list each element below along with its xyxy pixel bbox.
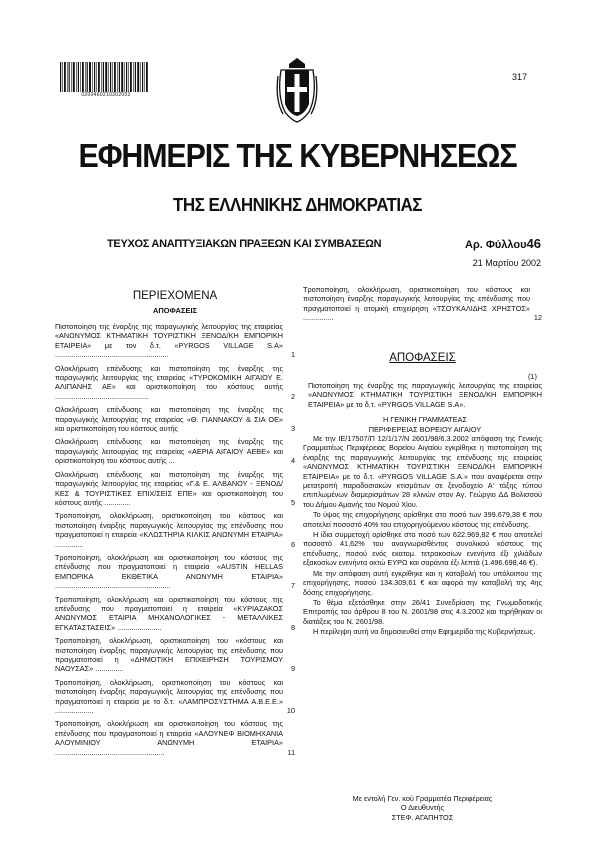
toc-item[interactable] — [55, 364, 295, 402]
signoff-line-3: ΣΤΕΦ. ΑΓΑΠΗΤΟΣ — [391, 812, 454, 822]
article-body — [303, 434, 542, 638]
toc-item-text: Ολοκλήρωση επένδυσης και πιστοποίηση της έναρξης της παραγωγικής λειτουργίας της εταιρείας «Θ. ΓΙΑΝΝΑΚΟΥ & ΣΙΑ ΟΕ» και οριστικοποίηση του κόστους αυτής — [55, 405, 283, 434]
article-number: (1) — [528, 372, 537, 381]
toc-item-page: 6 — [290, 539, 295, 549]
body-paragraph: Με την ΙΕ/17507/Π 12/1/17/Ν 2601/98/6.3.2002 απόφαση της Γενικής Γραμματέως Περιφέρειας Βορείου Αιγαίου εγκρίθηκε η πιστοποίηση της έναρξης της παραγωγικής λειτουργίας της επένδυσης της εταιρείας «ΑΝΩΝΥΜΟΣ ΚΤΗΜΑΤΙΚΗ ΤΟΥΡΙΣΤΙΚΗ ΞΕΝΟΔ/ΚΗ ΕΜΠΟΡΙΚΗ ΕΤΑΙΡΕΙΑ» με το δ.τ. «PYRGOS VILLAGE S.A.» που αναφέρεται στην μετατροπή παραδοσιακών κτισμάτων σε ξενοδοχείο Α' τάξης τύπου επιπλωμένων διαμερισμάτων 28 κλινών στον Αγ. Γεώργιο ΔΔ Βολισσού του Δήμου Αμανής του Νομού Χίου. — [303, 434, 542, 509]
toc-item-text: Τροποποίηση, ολοκλήρωση, οριστικοποίηση του «κόστους και πιστοποίηση έναρξης παραγωγικής λειτουργίας της επένδυσης που πραγματοποιεί η «ΔΗΜΟΤΙΚΗ ΕΠΙΧΕΙΡΗΣΗ ΤΟΥΡΙΣΜΟΥ ΝΑΟΥΣΑΣ» .............. — [55, 636, 283, 674]
signoff-line-1: Με εντολή Γεν. κού Γραμματέα Περιφέρειας — [352, 794, 493, 803]
toc-item[interactable] — [55, 595, 295, 633]
gazette-title: ΕΦΗΜΕΡΙΣ ΤΗΣ ΚΥΒΕΡΝΗΣΕΩΣ — [78, 137, 517, 174]
toc-item-text: Πιστοποίηση της έναρξης της παραγωγικής λειτουργίας της εταιρείας «ΑΝΩΝΥΜΟΣ ΚΤΗΜΑΤΙΚΗ ΤΟΥΡΙΣΤΙΚΗ ΞΕΝΟΔ/ΚΗ ΕΜΠΟΡΙΚΗ ΕΤΑΙΡΕΙΑ» με τον δ.τ. «PYRGOS VILLAGE S.A» ........................................................ — [55, 322, 283, 360]
toc-item-page: 11 — [287, 747, 295, 757]
article-title-text: Πιστοποίηση της έναρξης της παραγωγικής λειτουργίας της εταιρείας «ΑΝΩΝΥΜΟΣ ΚΤΗΜΑΤΙΚΗ ΤΟΥΡΙΣΤΙΚΗ ΞΕΝΟΔ/ΚΗ ΕΜΠΟΡΙΚΗ ΕΤΑΙΡΕΙΑ» με το δ.τ. «PYRGOS VILLAGE S.A». — [308, 381, 542, 409]
toc-item-text: Ολοκλήρωση επένδυσης και πιστοποίηση της έναρξης της παραγωγικής λειτουργίας της εταιρείας «Γ.& Ε. ΑΛΒΑΝΟΥ - ΞΕΝΟΔ/ΚΕΣ & ΤΟΥΡΙΣΤΙΚΕΣ ΕΠΙΧ/ΣΕΙΣ ΕΠΕ» και οριστικοποίηση του κόστους αυτής ............. — [55, 469, 283, 507]
issue-number-label — [465, 236, 541, 251]
barcode — [60, 62, 148, 92]
toc-item-text: Τροποποίηση, ολοκλήρωση και οριστικοποίηση του κόστους της επένδυσης που πραγματοποιεί η εταιρεία «AUSTIN HELLAS ΕΜΠΟΡΙΚΑ ΕΚΘΕΤΙΚΑ ΑΝΩΝΥΜΗ ΕΤΑΙΡΙΑ» ......................................................... — [55, 552, 283, 591]
article-title — [308, 381, 542, 434]
issue-number: 46 — [526, 236, 541, 251]
toc-item[interactable] — [55, 719, 295, 757]
toc-heading: ΠΕΡΙΕΧΟΜΕΝΑ — [132, 290, 218, 302]
toc-item[interactable] — [55, 636, 295, 674]
toc-item[interactable] — [55, 553, 295, 591]
toc-item-text: Τροποποίηση, ολοκλήρωση, οριστικοποίηση του κόστους και πιστοποίηση έναρξης παραγωγικής λειτουργίας της επένδυσης που πραγματοποιεί η εταιρεία «ΚΛΩΣΤΗΡΙΑ ΚΙΛΚΙΣ ΑΝΩΝΥΜΗ ΕΤΑΙΡΙΑ» .............. — [55, 511, 283, 549]
body-paragraph: Το ύψος της επιχορήγησης ορίσθηκε στο ποσό των 399.679,38 € που αποτελεί ποσοστό 40% του επιχορηγούμενου κόστους της επένδυσης. — [303, 510, 542, 529]
toc-item[interactable] — [55, 511, 295, 549]
toc-item-page: 12 — [533, 313, 542, 323]
body-paragraph: Με την απόφαση αυτή εγκρίθηκε και η καταβολή του υπόλοιπου της επιχορήγησης, ποσού 134.309,61 € και αφορά την καταβολή της 4ης δόσης επιχορήγησης. — [303, 568, 542, 597]
gazette-subtitle: ΤΗΣ ΕΛΛΗΝΙΚΗΣ ΔΗΜΟΚΡΑΤΙΑΣ — [173, 194, 422, 215]
signoff-line-2: Ο Διευθυντής — [400, 803, 445, 813]
toc-item[interactable] — [55, 405, 295, 433]
body-paragraph: Η περίληψη αυτή να δημοσιευθεί στην Εφημερίδα της Κυβερνήσεως. — [313, 627, 536, 637]
toc-item-text: Ολοκλήρωση επένδυσης και πιστοποίηση της έναρξης της παραγωγικής λειτουργίας της εταιρείας «ΑΕΡΙΑ ΑΙΓΑΙΟΥ ΑΕΒΕ» και οριστικοποίηση του κόστους αυτής ... — [55, 437, 283, 466]
toc-item-page: 2 — [290, 391, 295, 401]
toc-item[interactable] — [55, 437, 295, 465]
toc-item-page: 4 — [290, 456, 295, 466]
toc-item-text: Ολοκλήρωση επένδυσης και πιστοποίηση της έναρξης της παραγωγικής λειτουργίας της εταιρείας «ΤΥΡΟΚΟΜΙΚΗ ΑΙΓΑΙΟΥ Ε. ΑΛΙΠΑΝΗΣ ΑΕ» και οριστικοποίηση του κόστους αυτής .............................................. — [55, 363, 283, 401]
signature-block — [303, 794, 542, 822]
issue-date: 21 Μαρτίου 2002 — [472, 258, 541, 268]
toc-item-page: 10 — [286, 706, 295, 716]
page-number: 317 — [512, 72, 528, 82]
toc-item[interactable] — [55, 470, 295, 508]
toc-item-text: Τροποποίηση, ολοκλήρωση και οριστικοποίηση του κόστους της επένδυσης που πραγματοποιεί η εταιρεία «ΑΛΟΥΝΕΦ ΒΙΟΜΗΧΑΝΙΑ ΑΛΟΥΜΙΝΙΟΥ ΑΝΩΝΥΜΗ ΕΤΑΙΡΙΑ» ...................................................... — [55, 719, 283, 757]
greek-coat-of-arms-icon — [275, 56, 319, 126]
toc-item-text: Τροποποίηση, ολοκλήρωση, οριστικοποίηση του κόστους και πιστοποίηση έναρξης παραγωγικής λειτουργίας της επένδυσης που πραγματοποιεί η εταιρεία με το δ.τ. «ΛΑΜΠΡΟΣΥΣΤΗΜΑ Α.Β.Ε.Ε.» ................... — [55, 677, 283, 716]
toc-item-page: 8 — [290, 622, 295, 632]
body-paragraph: Το θέμα εξετάσθηκε στην 26/41 Συνεδρίαση της Γνωμοδοτικής Επιτροπής του άρθρου 8 του Ν. 2601/98 στις 4.3.2002 και τηρήθηκαν οι διατάξεις του Ν. 2601/98. — [303, 597, 542, 626]
issue-title: ΤΕΥΧΟΣ ΑΝΑΠΤΥΞΙΑΚΩΝ ΠΡΑΞΕΩΝ ΚΑΙ ΣΥΜΒΑΣΕΩΝ — [107, 238, 382, 250]
toc-list — [55, 322, 295, 761]
toc-item-text: Τροποποίηση, ολοκλήρωση και οριστικοποίηση του κόστους της επένδυσης που πραγματοποιεί η εταιρεία «ΚΥΡΙΑΖΑΚΟΣ ΑΝΩΝΥΜΟΣ ΕΤΑΙΡΙΑ ΜΗΧΑΝΟΛΟΓΙΚΕΣ - ΜΕΤΑΛΛΙΚΕΣ ΕΓΚΑΤΑΣΤΑΣΕΙΣ» ...................... — [55, 594, 283, 632]
toc-item-page: 5 — [290, 497, 295, 507]
issue-line — [107, 238, 541, 256]
authority-line-2: ΠΕΡΙΦΕΡΕΙΑΣ ΒΟΡΕΙΟΥ ΑΙΓΑΙΟΥ — [368, 424, 482, 434]
toc-item-text: Τροποποίηση, ολοκλήρωση, οριστικοποίηση του κόστους και πιστοποίηση έναρξης παραγωγικής λειτουργίας της επένδυσης που πραγματοποιεί η ατομική επιχείρηση «ΤΣΟΥΚΑΛΙΔΗΣ ΧΡΗΣΤΟΣ» ............... — [303, 285, 530, 323]
toc-item[interactable] — [303, 285, 542, 323]
authority-line-1: Η ΓΕΝΙΚΗ ΓΡΑΜΜΑΤΕΑΣ — [382, 415, 468, 425]
body-paragraph: Η ίδια συμμετοχή ορίσθηκε στο ποσό των 622.969,82 € που αποτελεί ποσοστό 41,62% του αναγνωρισθέντος συνολικού κόστους της επένδυσης, ποσού ενός εκατομ. τετρακοσίων ενενήντα έξι χιλιάδων εξακοσίων ενενήντα οκτώ ΕΥΡΩ και σαράντα έξι λεπτά (1.496.698,46 €). — [303, 530, 542, 568]
toc-continuation — [303, 285, 542, 323]
toc-item[interactable] — [55, 678, 295, 716]
toc-subheading: ΑΠΟΦΑΣΕΙΣ — [152, 306, 198, 315]
toc-item-page: 3 — [290, 424, 295, 434]
toc-item-page: 1 — [290, 350, 295, 360]
section-heading: ΑΠΟΦΑΣΕΙΣ — [389, 352, 456, 364]
barcode-number: 0200460210302002 — [81, 92, 131, 98]
toc-item-page: 7 — [290, 581, 295, 591]
toc-item[interactable] — [55, 322, 295, 360]
issue-label: Αρ. Φύλλου — [465, 239, 527, 251]
toc-item-page: 9 — [290, 664, 295, 674]
